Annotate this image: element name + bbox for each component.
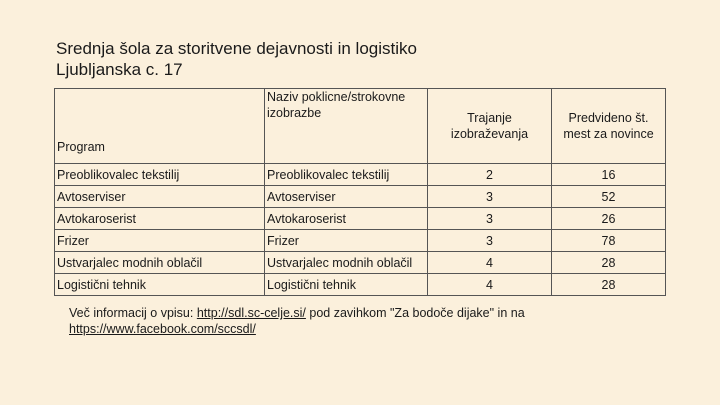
column-header-mest: Predvideno št. mest za novince [552,89,666,164]
cell-mest: 28 [552,274,666,296]
cell-naziv: Preoblikovalec tekstilij [265,164,428,186]
cell-mest: 52 [552,186,666,208]
cell-program: Frizer [55,230,265,252]
footer-text-middle: pod zavihkom "Za bodoče dijake" in na [305,306,525,320]
cell-program: Avtoserviser [55,186,265,208]
cell-trajanje: 3 [428,208,552,230]
column-header-naziv: Naziv poklicne/strokovne izobrazbe [265,89,428,164]
table-row [55,230,666,252]
cell-trajanje: 3 [428,230,552,252]
column-header-trajanje: Trajanje izobraževanja [428,89,552,164]
cell-naziv: Avtoserviser [265,186,428,208]
table-row [55,186,666,208]
cell-naziv: Logistični tehnik [265,274,428,296]
table-row [55,208,666,230]
table-row [55,274,666,296]
cell-trajanje: 2 [428,164,552,186]
cell-trajanje: 4 [428,274,552,296]
column-header-program: Program [55,89,265,164]
cell-naziv: Avtokaroserist [265,208,428,230]
programs-table [54,88,666,296]
facebook-link[interactable]: https://www.facebook.com/sccsdl/ [69,322,256,336]
info-footer [69,305,589,337]
cell-mest: 26 [552,208,666,230]
cell-program: Preoblikovalec tekstilij [55,164,265,186]
table-row [55,164,666,186]
cell-naziv: Ustvarjalec modnih oblačil [265,252,428,274]
cell-program: Avtokaroserist [55,208,265,230]
title-block [56,38,417,80]
cell-trajanje: 3 [428,186,552,208]
school-address: Ljubljanska c. 17 [56,60,183,79]
cell-program: Ustvarjalec modnih oblačil [55,252,265,274]
table-row [55,252,666,274]
cell-naziv: Frizer [265,230,428,252]
table-header-row [55,89,666,164]
cell-mest: 16 [552,164,666,186]
school-website-link[interactable]: http://sdl.sc-celje.si/ [196,306,306,320]
cell-mest: 28 [552,252,666,274]
school-name: Srednja šola za storitvene dejavnosti in logistiko [56,39,417,58]
footer-text-intro: Več informacij o vpisu: [69,306,197,320]
cell-program: Logistični tehnik [55,274,265,296]
cell-mest: 78 [552,230,666,252]
cell-trajanje: 4 [428,252,552,274]
